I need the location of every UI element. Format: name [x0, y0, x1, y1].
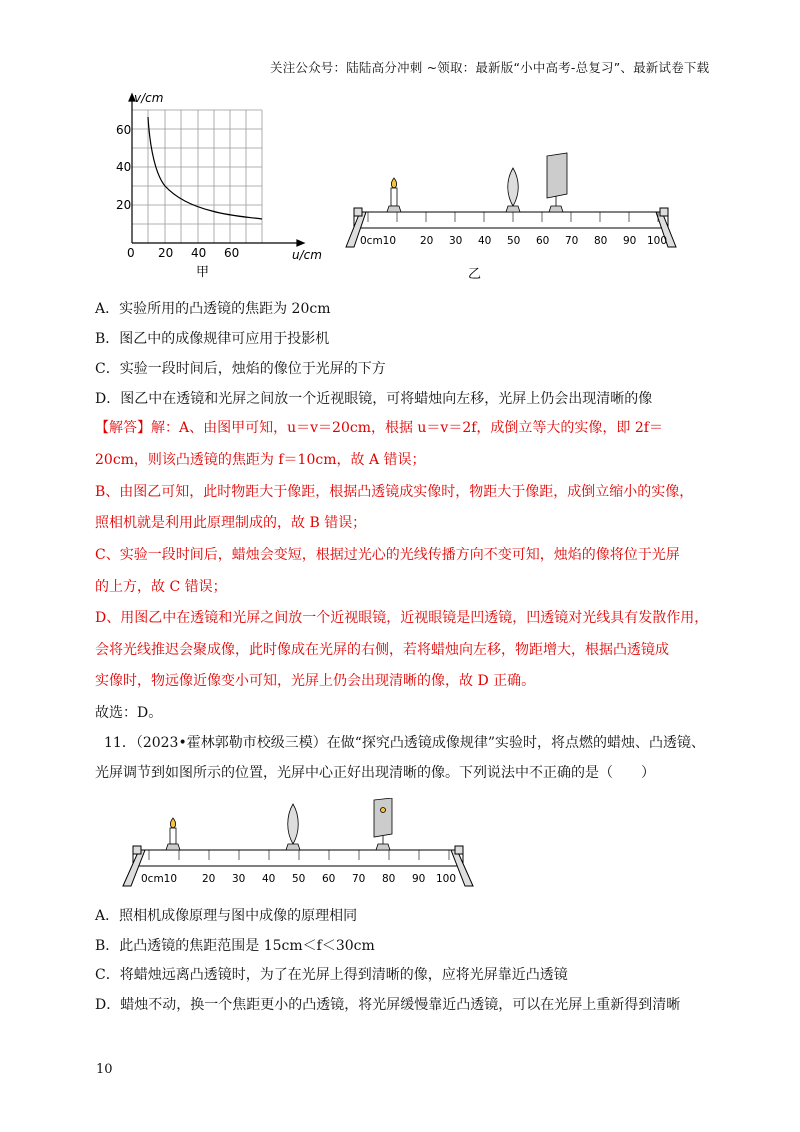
page-number: 10 [96, 1062, 113, 1077]
ruler-label: 70 [352, 873, 366, 885]
ruler-label: 80 [382, 873, 396, 885]
ruler-label: 60 [322, 873, 336, 885]
convex-lens [506, 168, 520, 212]
graph-xtick: 0 [127, 246, 135, 260]
candle [387, 178, 401, 212]
ruler-label: 50 [507, 235, 521, 247]
graph-grid [132, 110, 262, 243]
q11-option-c: C．将蜡烛远离凸透镜时，为了在光屏上得到清晰的像，应将光屏靠近凸透镜 [95, 967, 568, 983]
q11-optical-bench [115, 798, 485, 894]
q10-option-c: C．实验一段时间后，烛焰的像位于光屏的下方 [95, 361, 386, 377]
graph-xtick: 40 [191, 246, 207, 260]
graph-ytick: 40 [116, 160, 132, 174]
figure-caption-jia: 甲 [196, 265, 210, 280]
light-screen [547, 153, 567, 212]
q11-option-b: B．此凸透镜的焦距范围是 15cm＜f＜30cm [95, 938, 375, 954]
figure-jia-graph [112, 90, 342, 280]
ruler-label: 0cm10 [141, 873, 178, 885]
q10-answer-line: 实像时，物远像近像变小可知，光屏上仍会出现清晰的像，故 D 正确。 [95, 673, 536, 689]
q10-option-b: B．图乙中的成像规律可应用于投影机 [95, 331, 330, 347]
candle [166, 818, 180, 850]
graph-ytick: 20 [116, 198, 132, 212]
q11-option-a: A．照相机成像原理与图中成像的原理相同 [95, 908, 358, 924]
q10-answer-line: 20cm，则该凸透镜的焦距为 f＝10cm，故 A 错误； [95, 452, 426, 468]
ruler-label: 90 [623, 235, 637, 247]
q10-choice: 故选：D。 [95, 705, 163, 721]
ruler-label: 90 [412, 873, 426, 885]
graph-ytick: 60 [116, 123, 132, 137]
q10-answer-line: C、实验一段时间后，蜡烛会变短，根据过光心的光线传播方向不变可知，烛焰的像将位于光屏 [95, 547, 680, 563]
q10-answer-line: B、由图乙可知，此时物距大于像距，根据凸透镜成实像时，物距大于像距，成倒立缩小的实像， [95, 484, 694, 500]
q10-answer-line: 【解答】解：A、由图甲可知，u＝v＝20cm，根据 u＝v＝2f，成倒立等大的实像，即 2f＝ [95, 420, 663, 436]
figure-caption-yi: 乙 [468, 267, 482, 282]
graph-xtick: 60 [224, 246, 240, 260]
q10-answer-line: 会将光线推迟会聚成像，此时像成在光屏的右侧，若将蜡烛向左移，物距增大，根据凸透镜成 [95, 642, 669, 658]
graph-ylabel: v/cm [134, 91, 164, 105]
q10-answer-line: D、用图乙中在透镜和光屏之间放一个近视眼镜，近视眼镜是凹透镜，凹透镜对光线具有发散作用， [95, 610, 709, 626]
light-screen [374, 798, 392, 850]
ruler-label: 50 [292, 873, 306, 885]
ruler-label: 60 [536, 235, 550, 247]
ruler-label: 40 [262, 873, 276, 885]
ruler-labels [141, 873, 456, 885]
q11-stem-line1: 11．（2023•霍林郭勒市校级三模）在做“探究凸透镜成像规律”实验时，将点燃的蜡烛、凸透镜、 [104, 735, 706, 751]
q10-answer-line: 照相机就是利用此原理制成的，故 B 错误； [95, 515, 367, 531]
q11-stem-line2: 光屏调节到如图所示的位置，光屏中心正好出现清晰的像。下列说法中不正确的是（ ） [95, 765, 655, 781]
ruler-label: 100 [436, 873, 457, 885]
ruler-label: 30 [232, 873, 246, 885]
graph-axes [129, 94, 304, 246]
ruler-label: 20 [202, 873, 216, 885]
q10-answer-line: 的上方，故 C 错误； [95, 579, 227, 595]
ruler-label: 100 [647, 235, 668, 247]
convex-lens [286, 804, 300, 850]
figure-yi-optical-bench [340, 150, 690, 285]
graph-xlabel: u/cm [292, 248, 322, 262]
ruler-label: 20 [420, 235, 434, 247]
ruler-label: 70 [565, 235, 579, 247]
q10-option-d: D．图乙中在透镜和光屏之间放一个近视眼镜，可将蜡烛向左移，光屏上仍会出现清晰的像 [95, 391, 653, 407]
ruler-label: 40 [478, 235, 492, 247]
ruler-label: 0cm10 [360, 235, 397, 247]
ruler-labels [360, 235, 667, 247]
q11-option-d: D．蜡烛不动，换一个焦距更小的凸透镜，将光屏缓慢靠近凸透镜，可以在光屏上重新得到清晰 [95, 997, 681, 1013]
page-header: 关注公众号：陆陆高分冲刺 ~领取：最新版“小中高考-总复习”、最新试卷下载 [270, 60, 710, 75]
graph-xtick: 20 [158, 246, 174, 260]
ruler-label: 80 [594, 235, 608, 247]
ruler-label: 30 [449, 235, 463, 247]
q10-option-a: A．实验所用的凸透镜的焦距为 20cm [95, 301, 331, 317]
